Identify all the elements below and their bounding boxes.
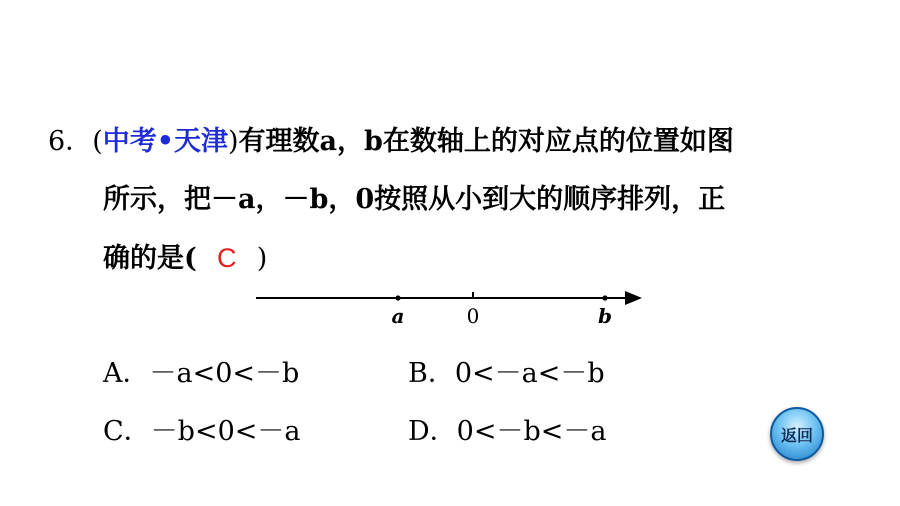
question-text-3: 确的是( <box>103 243 197 274</box>
question-line-1 <box>48 124 734 160</box>
question-number: 6． <box>48 126 93 157</box>
point-a-dot <box>395 295 400 300</box>
question-text-2: 所示，把－a，－b，0按照从小到大的顺序排列，正 <box>103 184 726 215</box>
option-c: C．－b<0<－a <box>103 416 301 447</box>
source-close-paren: ) <box>228 126 239 157</box>
label-a: a <box>391 304 405 328</box>
option-d: D．0<－b<－a <box>408 416 607 447</box>
point-b-dot <box>602 295 607 300</box>
question-source: 中考•天津 <box>102 126 228 157</box>
answer-close-paren: ) <box>256 243 268 274</box>
number-line <box>250 280 650 340</box>
return-button[interactable] <box>770 407 824 461</box>
number-line-arrow <box>625 291 642 305</box>
option-a: A．－a<0<－b <box>103 358 300 389</box>
answer-letter: C <box>217 243 237 273</box>
question-line-3 <box>103 240 267 277</box>
return-button-label: 返回 <box>780 425 813 445</box>
question-text-1: 有理数a，b在数轴上的对应点的位置如图 <box>238 126 734 157</box>
label-b: b <box>598 304 612 328</box>
option-b: B．0<－a<－b <box>408 358 605 389</box>
question-line-2 <box>103 182 725 218</box>
source-open-paren: ( <box>92 126 103 157</box>
label-zero: 0 <box>466 304 480 328</box>
